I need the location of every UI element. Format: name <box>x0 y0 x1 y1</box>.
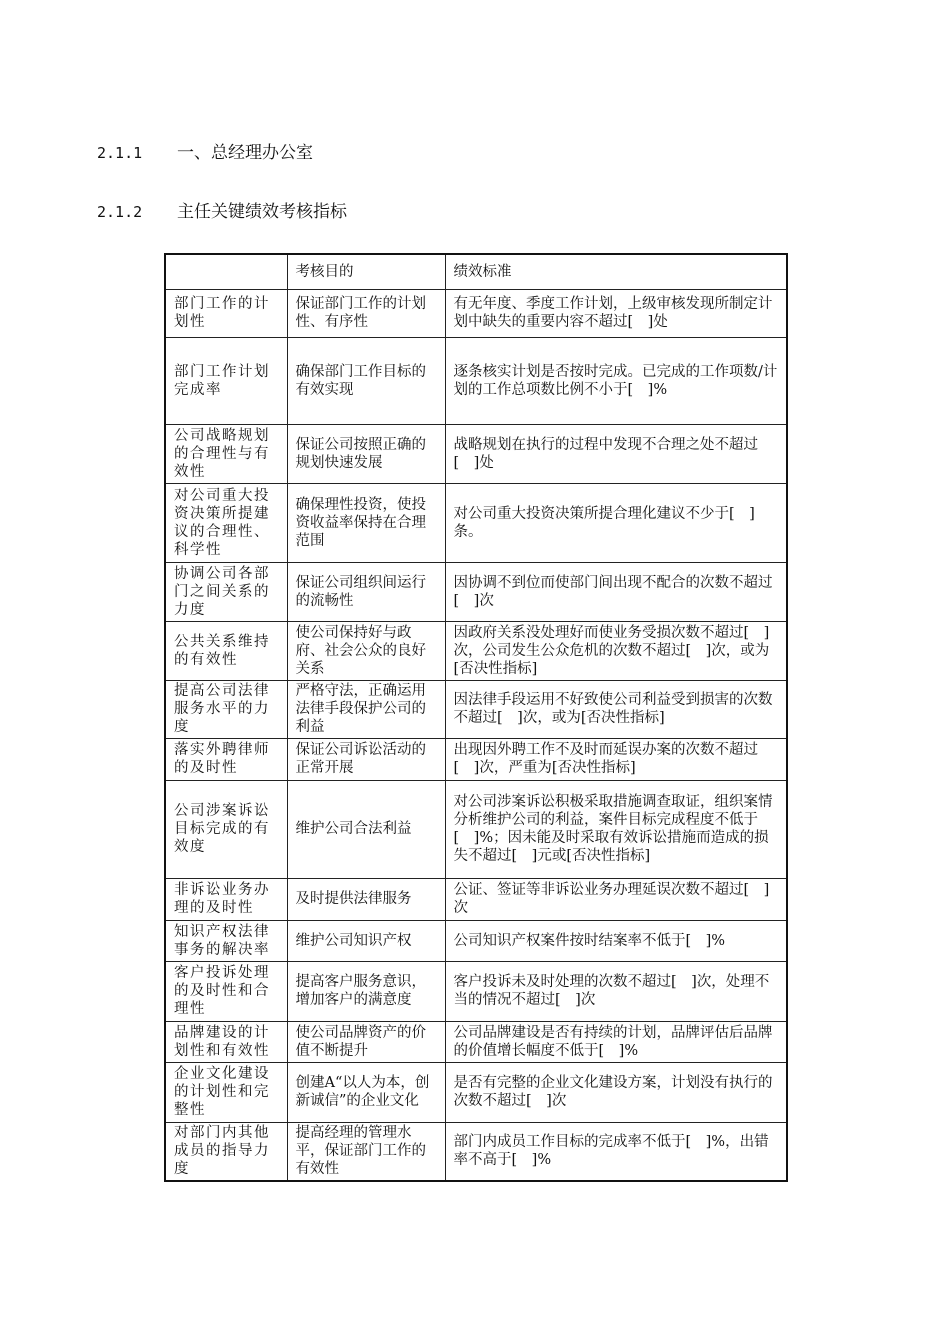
standard-cell: 部门内成员工作目标的完成率不低于[ ]%，出错率不高于[ ]% <box>445 1122 787 1181</box>
table-row <box>165 562 787 621</box>
purpose-cell: 确保理性投资，使投资收益率保持在合理范围 <box>287 483 445 562</box>
standard-cell: 因政府关系没处理好而使业务受损次数不超过[ ]次，公司发生公众危机的次数不超过[ ]次，或为[否决性指标] <box>445 621 787 680</box>
standard-cell: 出现因外聘工作不及时而延误办案的次数不超过[ ]次，严重为[否决性指标] <box>445 738 787 780</box>
table-row <box>165 621 787 680</box>
purpose-cell: 提高经理的管理水平，保证部门工作的有效性 <box>287 1122 445 1181</box>
section-number: 2.1.1 <box>97 144 143 162</box>
purpose-cell: 严格守法，正确运用法律手段保护公司的利益 <box>287 680 445 738</box>
table-row <box>165 738 787 780</box>
standard-cell: 是否有完整的企业文化建设方案，计划没有执行的次数不超过[ ]次 <box>445 1062 787 1122</box>
indicator-cell: 提高公司法律服务水平的力度 <box>165 680 287 738</box>
purpose-cell: 维护公司知识产权 <box>287 920 445 961</box>
standard-cell: 公司品牌建设是否有持续的计划，品牌评估后品牌的价值增长幅度不低于[ ]% <box>445 1021 787 1062</box>
purpose-cell: 提高客户服务意识，增加客户的满意度 <box>287 961 445 1021</box>
section-heading-2-1-1 <box>97 138 313 163</box>
standard-cell: 战略规划在执行的过程中发现不合理之处不超过[ ]处 <box>445 424 787 483</box>
standard-cell: 公司知识产权案件按时结案率不低于[ ]% <box>445 920 787 961</box>
table-row <box>165 483 787 562</box>
purpose-cell: 创建A“以人为本，创新诚信”的企业文化 <box>287 1062 445 1122</box>
table-row <box>165 424 787 483</box>
purpose-cell: 及时提供法律服务 <box>287 878 445 920</box>
indicator-cell: 对部门内其他成员的指导力度 <box>165 1122 287 1181</box>
indicator-cell: 公司战略规划的合理性与有效性 <box>165 424 287 483</box>
table-row <box>165 961 787 1021</box>
section-title: 主任关键绩效考核指标 <box>177 202 347 222</box>
standard-cell: 因法律手段运用不好致使公司利益受到损害的次数不超过[ ]次，或为[否决性指标] <box>445 680 787 738</box>
table-row <box>165 289 787 337</box>
indicator-cell: 品牌建设的计划性和有效性 <box>165 1021 287 1062</box>
indicator-cell: 部门工作的计划性 <box>165 289 287 337</box>
table-row <box>165 878 787 920</box>
standard-cell: 客户投诉未及时处理的次数不超过[ ]次，处理不当的情况不超过[ ]次 <box>445 961 787 1021</box>
indicator-cell: 对公司重大投资决策所提建议的合理性、科学性 <box>165 483 287 562</box>
indicator-cell: 企业文化建设的计划性和完整性 <box>165 1062 287 1122</box>
purpose-cell: 保证公司按照正确的规划快速发展 <box>287 424 445 483</box>
section-title: 一、总经理办公室 <box>177 143 313 163</box>
kpi-table <box>164 253 788 1182</box>
table-row <box>165 680 787 738</box>
indicator-cell: 协调公司各部门之间关系的力度 <box>165 562 287 621</box>
purpose-cell: 使公司保持好与政府、社会公众的良好关系 <box>287 621 445 680</box>
indicator-cell: 非诉讼业务办理的及时性 <box>165 878 287 920</box>
purpose-cell: 维护公司合法利益 <box>287 780 445 878</box>
purpose-cell: 保证公司组织间运行的流畅性 <box>287 562 445 621</box>
indicator-cell: 公司涉案诉讼目标完成的有效度 <box>165 780 287 878</box>
header-cell-standard: 绩效标准 <box>445 254 787 289</box>
indicator-cell: 客户投诉处理的及时性和合理性 <box>165 961 287 1021</box>
section-heading-2-1-2 <box>97 197 347 222</box>
standard-cell: 逐条核实计划是否按时完成。已完成的工作项数/计划的工作总项数比例不小于[ ]% <box>445 337 787 424</box>
indicator-cell: 公共关系维持的有效性 <box>165 621 287 680</box>
standard-cell: 因协调不到位而使部门间出现不配合的次数不超过[ ]次 <box>445 562 787 621</box>
standard-cell: 对公司重大投资决策所提合理化建议不少于[ ]条。 <box>445 483 787 562</box>
purpose-cell: 保证公司诉讼活动的正常开展 <box>287 738 445 780</box>
purpose-cell: 保证部门工作的计划性、有序性 <box>287 289 445 337</box>
table-header-row <box>165 254 787 289</box>
purpose-cell: 使公司品牌资产的价值不断提升 <box>287 1021 445 1062</box>
header-cell-indicator <box>165 254 287 289</box>
table-row <box>165 1122 787 1181</box>
indicator-cell: 落实外聘律师的及时性 <box>165 738 287 780</box>
standard-cell: 公证、签证等非诉讼业务办理延误次数不超过[ ]次 <box>445 878 787 920</box>
purpose-cell: 确保部门工作目标的有效实现 <box>287 337 445 424</box>
table-row <box>165 920 787 961</box>
indicator-cell: 知识产权法律事务的解决率 <box>165 920 287 961</box>
standard-cell: 对公司涉案诉讼积极采取措施调查取证，组织案情分析维护公司的利益，案件目标完成程度不低于[ ]%；因未能及时采取有效诉讼措施而造成的损失不超过[ ]元或[否决性指标] <box>445 780 787 878</box>
table-row <box>165 1062 787 1122</box>
indicator-cell: 部门工作计划完成率 <box>165 337 287 424</box>
table-row <box>165 780 787 878</box>
table-row <box>165 337 787 424</box>
header-cell-purpose: 考核目的 <box>287 254 445 289</box>
standard-cell: 有无年度、季度工作计划，上级审核发现所制定计划中缺失的重要内容不超过[ ]处 <box>445 289 787 337</box>
table-row <box>165 1021 787 1062</box>
section-number: 2.1.2 <box>97 203 143 221</box>
